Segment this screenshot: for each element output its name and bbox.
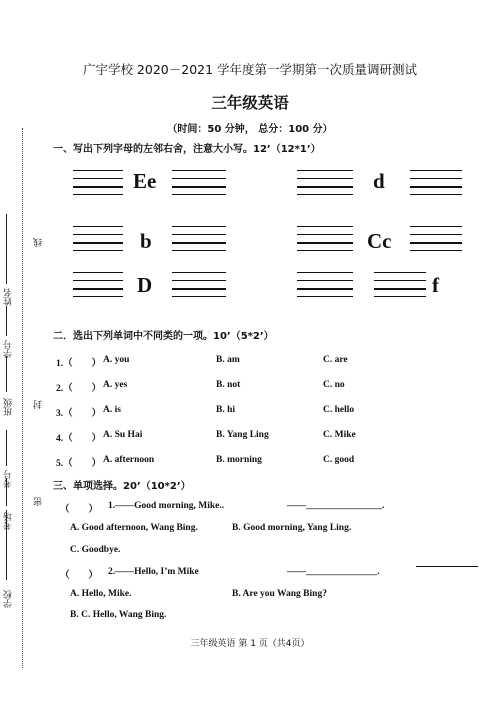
question-number: 3.（ ） bbox=[56, 409, 102, 419]
option-b: B. Yang Ling bbox=[216, 430, 269, 440]
writing-line bbox=[297, 170, 353, 171]
writing-line bbox=[374, 272, 426, 273]
writing-line bbox=[73, 280, 123, 281]
option-a: A. is bbox=[103, 405, 121, 415]
writing-line bbox=[297, 280, 353, 281]
writing-line bbox=[297, 250, 353, 251]
writing-line bbox=[297, 242, 353, 244]
writing-line bbox=[73, 194, 123, 195]
writing-line bbox=[297, 178, 353, 179]
option-a: A. you bbox=[103, 355, 130, 365]
option-c: C. hello bbox=[323, 405, 355, 415]
writing-line bbox=[172, 194, 226, 195]
option-a: A. Good afternoon, Wang Bing. bbox=[70, 523, 198, 533]
binding-field-name: 姓名 bbox=[4, 288, 14, 306]
option-c: C. no bbox=[323, 380, 345, 390]
writing-line bbox=[297, 296, 353, 297]
writing-line bbox=[297, 272, 353, 273]
writing-line bbox=[297, 234, 353, 235]
option-a: A. Su Hai bbox=[103, 430, 143, 440]
page-footer: 三年级英语 第 1 页（共4页） bbox=[190, 639, 310, 649]
letter-prompt: b bbox=[140, 229, 152, 253]
writing-line bbox=[374, 280, 426, 281]
exam-title: 广宇学校 2020－2021 学年度第一学期第一次质量调研测试 bbox=[82, 62, 418, 77]
writing-line bbox=[172, 296, 226, 297]
binding-rule-class bbox=[6, 356, 7, 392]
question-number: 2.（ ） bbox=[56, 384, 102, 394]
letter-prompt: d bbox=[373, 169, 385, 193]
answer-bracket: （ ） bbox=[60, 571, 99, 581]
option-b: B. not bbox=[216, 380, 241, 390]
exam-time-info: （时间：50 分钟， 总分：100 分） bbox=[167, 124, 333, 135]
writing-line bbox=[172, 226, 226, 227]
question-number: 5.（ ） bbox=[56, 459, 102, 469]
binding-field-school: 学校 bbox=[4, 590, 14, 608]
writing-line bbox=[297, 194, 353, 195]
section1-heading: 一、写出下列字母的左邻右舍，注意大小写。12’（12*1’） bbox=[53, 144, 321, 155]
binding-field-studentno: 学号 bbox=[4, 340, 14, 358]
writing-line bbox=[410, 234, 462, 235]
option-b: B. Are you Wang Bing? bbox=[232, 589, 327, 599]
writing-line bbox=[297, 186, 353, 188]
writing-line bbox=[172, 186, 226, 188]
binding-rule-studentno bbox=[6, 306, 7, 336]
question-number: 1.（ ） bbox=[56, 359, 102, 369]
section2-heading: 二．选出下列单词中不同类的一项。10’（5*2’） bbox=[53, 331, 274, 342]
writing-line bbox=[73, 272, 123, 273]
option-c: C. good bbox=[323, 455, 355, 465]
question-number: 4.（ ） bbox=[56, 434, 102, 444]
binding-mark-mi: 密 bbox=[34, 497, 44, 506]
letter-prompt: Ee bbox=[133, 169, 157, 193]
binding-line bbox=[22, 128, 23, 668]
option-a: A. yes bbox=[103, 380, 128, 390]
writing-line bbox=[172, 280, 226, 281]
binding-rule-examno bbox=[6, 430, 7, 466]
writing-line bbox=[172, 242, 226, 244]
binding-rule-name bbox=[6, 214, 7, 284]
writing-line bbox=[73, 296, 123, 297]
writing-line bbox=[374, 288, 426, 290]
binding-field-room: 考场 bbox=[4, 512, 14, 530]
writing-line bbox=[410, 170, 462, 171]
section3-heading: 三、单项选择。20’（10*2’） bbox=[53, 481, 191, 492]
writing-line bbox=[410, 194, 462, 195]
writing-line bbox=[172, 272, 226, 273]
writing-line bbox=[73, 250, 123, 251]
writing-line bbox=[374, 296, 426, 297]
option-b: B. morning bbox=[216, 455, 262, 465]
writing-line bbox=[73, 186, 123, 188]
binding-field-class: 班级 bbox=[4, 398, 14, 416]
writing-line bbox=[410, 250, 462, 251]
binding-mark-xian: 线 bbox=[34, 238, 44, 247]
writing-line bbox=[73, 170, 123, 171]
writing-line bbox=[172, 234, 226, 235]
option-b: B. am bbox=[216, 355, 240, 365]
writing-line bbox=[410, 178, 462, 179]
binding-field-examno: 考号 bbox=[4, 470, 14, 488]
option-b: B. Good morning, Yang Ling. bbox=[232, 523, 352, 533]
option-b: B. hi bbox=[216, 405, 236, 415]
question-stem: 1.——Good morning, Mike.. bbox=[108, 501, 225, 511]
letter-prompt: Cc bbox=[367, 229, 392, 253]
exam-subtitle: 三年级英语 bbox=[211, 94, 289, 112]
letter-prompt: D bbox=[137, 273, 153, 297]
writing-line bbox=[410, 186, 462, 188]
writing-line bbox=[172, 170, 226, 171]
option-a: A. afternoon bbox=[103, 455, 155, 465]
writing-line bbox=[73, 226, 123, 227]
writing-line bbox=[73, 178, 123, 179]
binding-mark-feng: 封 bbox=[34, 400, 44, 409]
writing-line bbox=[73, 288, 123, 290]
answer-bracket: （ ） bbox=[60, 505, 99, 515]
question-stem: 2.——Hello, I’m Mike bbox=[108, 567, 199, 577]
writing-line bbox=[297, 288, 353, 290]
option-c: C. are bbox=[323, 355, 348, 365]
option-c: C. Mike bbox=[323, 430, 356, 440]
option-c: B. C. Hello, Wang Bing. bbox=[70, 610, 167, 620]
letter-prompt: f bbox=[432, 273, 439, 297]
writing-line bbox=[172, 250, 226, 251]
side-rule bbox=[416, 566, 478, 567]
writing-line bbox=[73, 234, 123, 235]
option-c: C. Goodbye. bbox=[70, 545, 121, 555]
writing-line bbox=[410, 226, 462, 227]
writing-line bbox=[297, 226, 353, 227]
answer-blank: ——_______________. bbox=[287, 567, 380, 577]
option-a: A. Hello, Mike. bbox=[70, 589, 132, 599]
answer-blank: ——________________. bbox=[287, 501, 385, 511]
writing-line bbox=[410, 242, 462, 244]
writing-line bbox=[172, 178, 226, 179]
writing-line bbox=[73, 242, 123, 244]
writing-line bbox=[172, 288, 226, 290]
